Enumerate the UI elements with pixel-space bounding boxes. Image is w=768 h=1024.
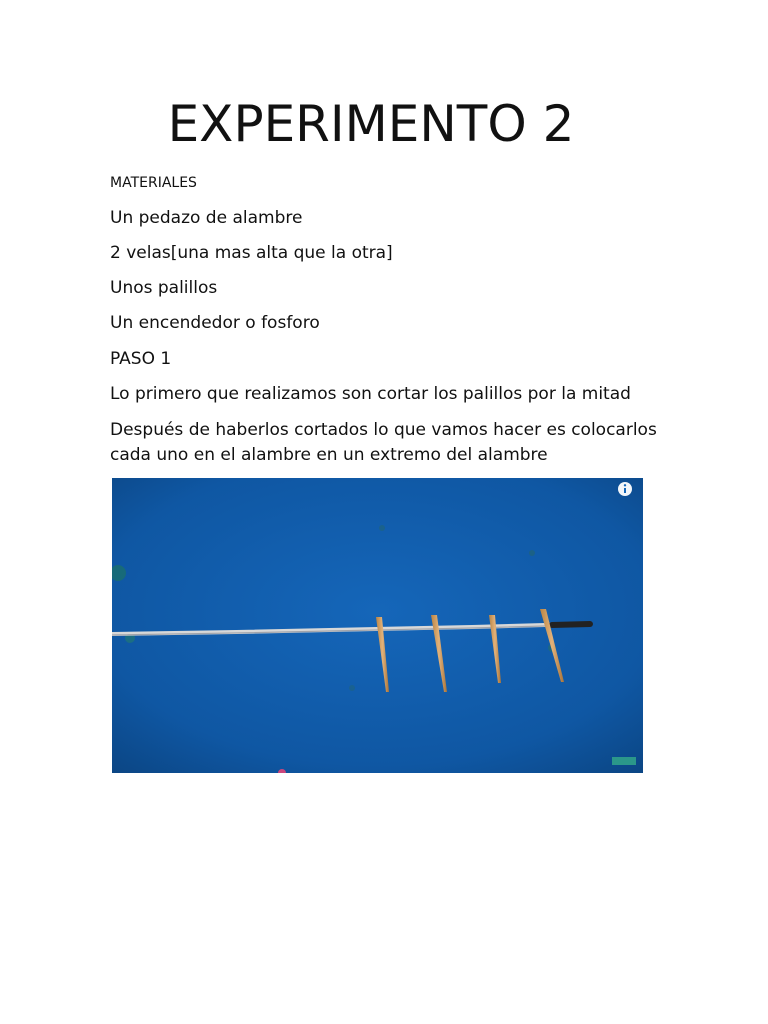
material-item: Un pedazo de alambre xyxy=(110,208,303,228)
step-text: Lo primero que realizamos son cortar los palillos por la mitad xyxy=(110,384,631,404)
stain xyxy=(529,550,535,556)
experiment-photo xyxy=(112,478,643,773)
material-item: Un encendedor o fosforo xyxy=(110,313,320,333)
info-icon[interactable] xyxy=(618,482,632,496)
watermark-badge xyxy=(612,757,636,765)
step-text: cada uno en el alambre en un extremo del alambre xyxy=(110,445,548,465)
wire-toothpicks-image xyxy=(112,478,643,773)
stain xyxy=(349,685,355,691)
stain xyxy=(379,525,385,531)
document-title: EXPERIMENTO 2 xyxy=(167,95,575,153)
material-item: Unos palillos xyxy=(110,278,218,298)
wire-burnt-tip xyxy=(552,624,590,625)
step-text: Después de haberlos cortados lo que vamos hacer es colocarlos xyxy=(110,420,657,440)
materials-heading: MATERIALES xyxy=(110,175,197,191)
material-item: 2 velas[una mas alta que la otra] xyxy=(110,243,393,263)
step-heading: PASO 1 xyxy=(110,349,172,369)
